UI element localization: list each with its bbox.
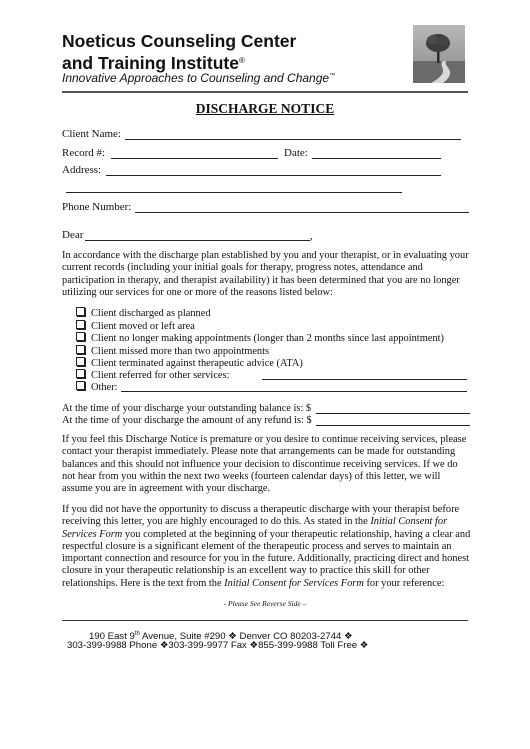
reason-other[interactable] — [76, 381, 118, 394]
checkbox-icon[interactable] — [76, 307, 85, 316]
checkbox-icon[interactable] — [76, 332, 85, 341]
tree-path-logo — [413, 25, 465, 83]
footer-divider — [62, 620, 468, 621]
footer-address-b: Avenue, Suite #290 ❖ Denver CO 80203-2744 ❖ — [139, 631, 353, 642]
reason-label: Client missed more than two appointments — [91, 346, 270, 357]
address-label: Address: — [62, 164, 102, 176]
address-field-line2[interactable] — [66, 192, 402, 193]
checkbox-icon[interactable] — [76, 357, 85, 366]
org-name-line1: Noeticus Counseling Center — [62, 31, 297, 51]
record-field[interactable] — [111, 158, 278, 159]
opportunity-text-1: If you did not have the opportunity to discuss a therapeutic discharge with your therapist before receiving this letter, you are highly encouraged to do this. As stated in the — [62, 504, 460, 528]
client-name-field[interactable] — [125, 139, 461, 140]
phone-label: Phone Number: — [62, 201, 132, 213]
registered-mark: ® — [238, 56, 245, 65]
reason-discharged-planned[interactable] — [76, 307, 211, 320]
reverse-side-note: - Please See Reverse Side – — [223, 599, 307, 608]
org-name-line2 — [62, 51, 245, 73]
checkbox-icon[interactable] — [76, 345, 85, 354]
tagline — [62, 71, 335, 85]
phone-field[interactable] — [135, 212, 469, 213]
dear-field[interactable] — [85, 240, 310, 241]
date-label: Date: — [284, 147, 308, 159]
address-field-line1[interactable] — [106, 175, 441, 176]
document-title: DISCHARGE NOTICE — [195, 101, 335, 116]
footer-address-a: 190 East 9 — [89, 631, 135, 642]
referred-services-field[interactable] — [262, 379, 467, 380]
dear-comma: , — [310, 230, 313, 242]
discharge-opportunity-paragraph — [62, 504, 472, 590]
intro-paragraph: In accordance with the discharge plan established by you and your therapist, or in evaluating your current records (including your initial goals for therapy, progress notes, attendance and participation in therapy, and therapist availability) it has been determined that you are no longer utilizing our services for one or more of the reasons listed below: — [62, 250, 469, 298]
reason-label: Client moved or left area — [91, 321, 195, 332]
outstanding-balance-field[interactable] — [316, 413, 470, 414]
consent-form-ref-2: Initial Consent for Services Form — [224, 577, 364, 589]
outstanding-balance-label: At the time of your discharge your outstanding balance is: $ — [62, 403, 312, 414]
reason-label: Other: — [91, 382, 118, 393]
checkbox-icon[interactable] — [76, 320, 85, 329]
reason-label: Client terminated against therapeutic advice (ATA) — [91, 358, 303, 369]
org-name-line2-text: and Training Institute — [62, 53, 239, 73]
checkbox-icon[interactable] — [76, 381, 85, 390]
other-reason-field[interactable] — [121, 391, 467, 392]
record-label: Record #: — [62, 147, 106, 159]
tree-path-logo-art — [413, 25, 465, 83]
reason-no-appointments[interactable] — [76, 332, 444, 345]
consent-form-ref-1: Initial Consent for Services Form — [62, 516, 448, 540]
dear-label: Dear — [62, 229, 84, 241]
reason-label: Client referred for other services: — [91, 370, 230, 381]
reason-label: Client discharged as planned — [91, 308, 211, 319]
tagline-text: Innovative Approaches to Counseling and Change — [62, 71, 330, 85]
refund-amount-field[interactable] — [316, 425, 470, 426]
checkbox-icon[interactable] — [76, 369, 85, 378]
footer-phones: 303-399-9988 Phone ❖303-399-9977 Fax ❖855-399-9988 Toll Free ❖ — [67, 640, 369, 651]
premature-notice-paragraph: If you feel this Discharge Notice is premature or you desire to continue receiving services, please contact your therapist immediately. Please note that arrangements can be made for outstanding balances and this should not influence your decision to discontinue receiving services. If we do not hear from you within the next two weeks (fourteen calendar days) of this letter, we will assume you are in agreement with your discharge. — [62, 434, 467, 495]
opportunity-text-2: you completed at the beginning of your therapeutic relationship, having a clear and respectful closure is a significant element of the therapeutic process and serves to maintain an important connection and resource for you in the future. Additionally, practicing direct and honest closure in your therapeutic relationship is an excellent way to practice this skill for other relationships. Here is the text from the — [62, 528, 471, 589]
reason-label: Client no longer making appointments (longer than 2 months since last appointment) — [91, 333, 444, 344]
footer-address-sup: th — [134, 631, 140, 637]
refund-amount-label: At the time of your discharge the amount of any refund is: $ — [62, 415, 312, 426]
opportunity-text-3: for your reference: — [363, 577, 445, 589]
date-field[interactable] — [312, 158, 441, 159]
header-divider — [62, 91, 468, 93]
trademark-mark: ™ — [329, 73, 336, 79]
client-name-label: Client Name: — [62, 128, 121, 140]
